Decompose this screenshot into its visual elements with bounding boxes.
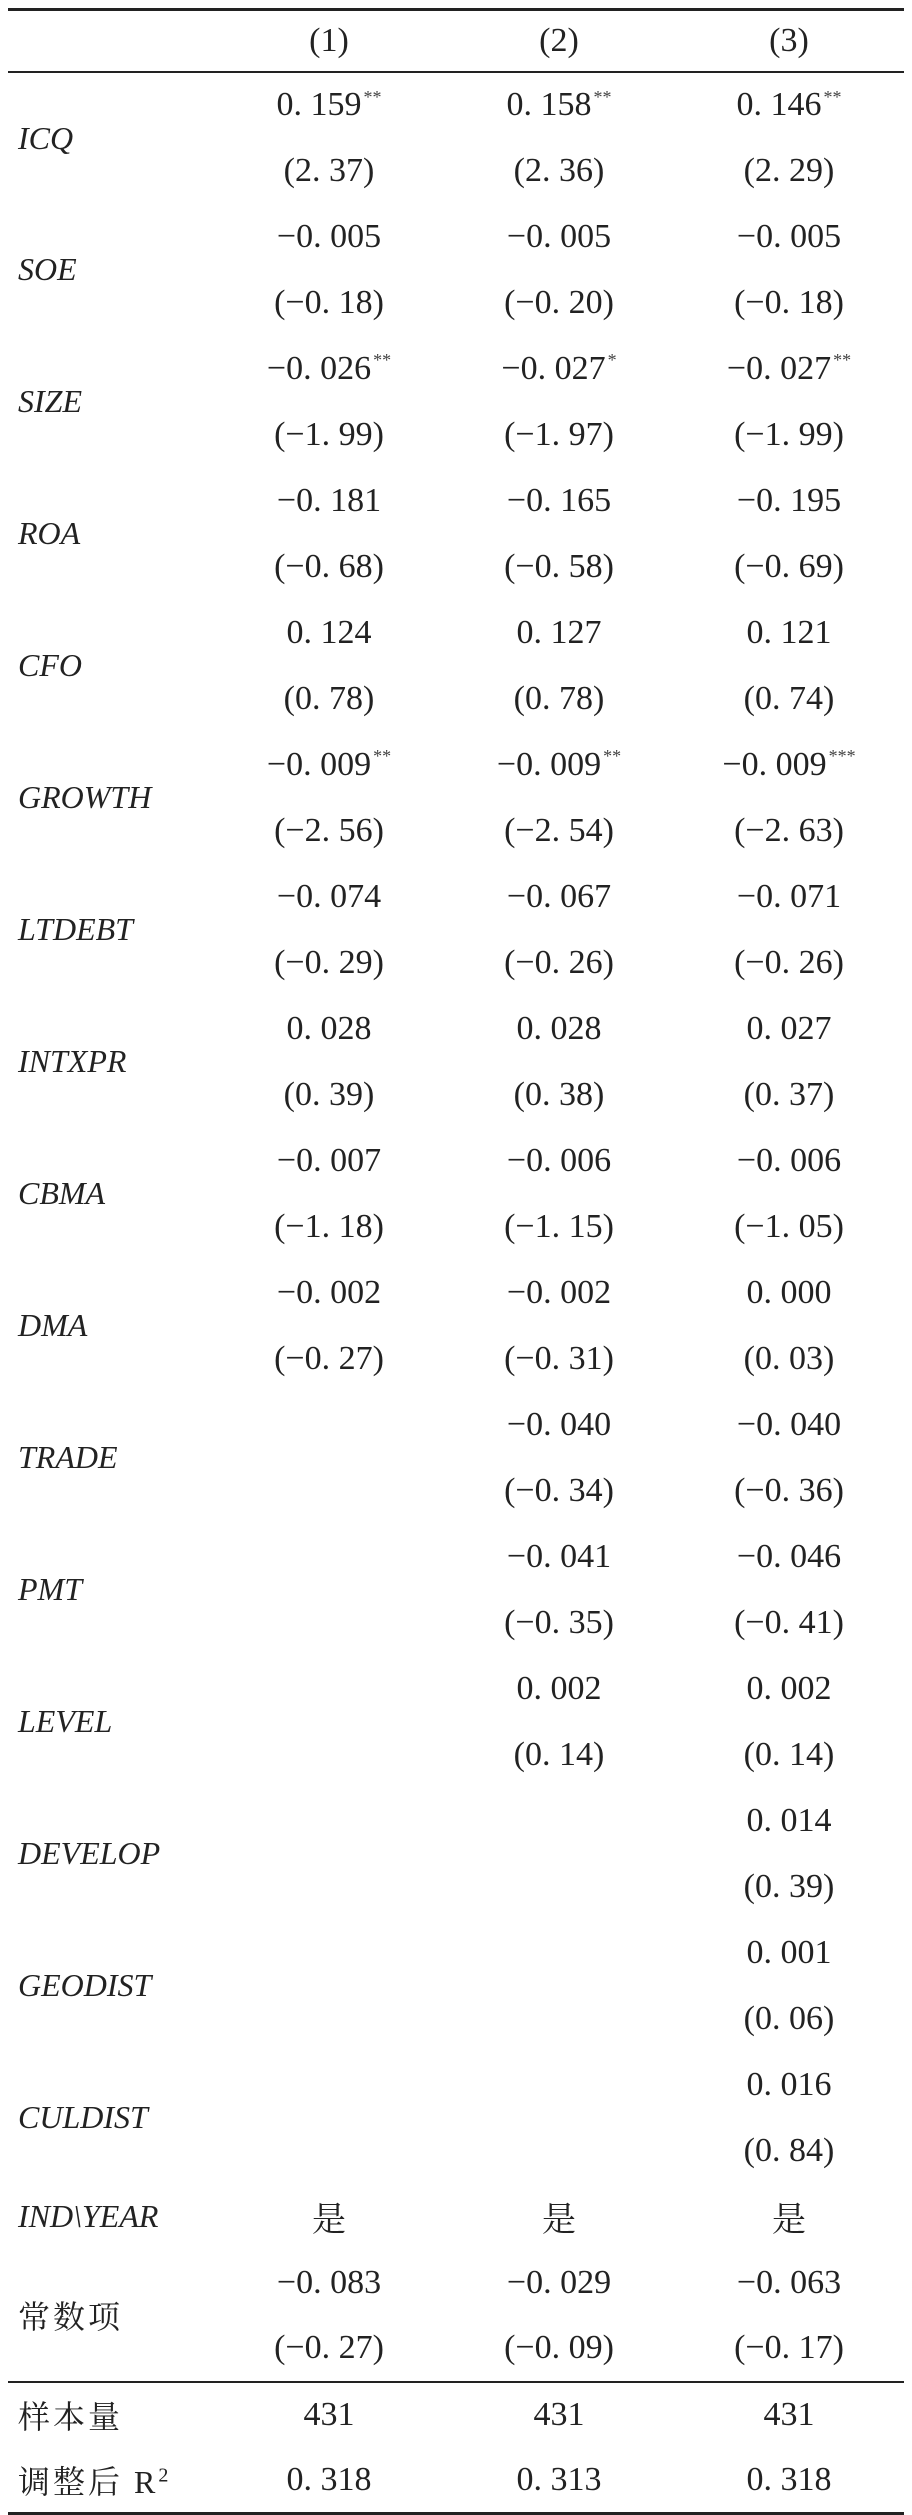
tstat-cell: (−0. 34) <box>504 1471 614 1509</box>
variable-name: CBMA <box>18 1175 106 1211</box>
coef-value: 0. 014 <box>746 1801 832 1839</box>
coef-cell <box>674 864 904 930</box>
variable-name: CULDIST <box>18 2099 148 2135</box>
tstat-cell: (0. 39) <box>283 1075 375 1113</box>
tstat-cell: (−0. 17) <box>734 2329 844 2366</box>
coef-value: 0. 002 <box>516 1669 602 1707</box>
coef-row <box>8 2052 904 2118</box>
tstat-cell: (−0. 35) <box>504 1603 614 1641</box>
coef-value: 0. 002 <box>746 1669 832 1707</box>
coef-value: −0. 195 <box>736 481 842 519</box>
variable-name: ROA <box>18 515 81 551</box>
tstat-cell: (−1. 15) <box>504 1207 614 1245</box>
tstat-cell: (0. 14) <box>513 1735 605 1773</box>
coef-cell <box>444 996 674 1062</box>
coef-cell <box>214 1524 444 1590</box>
coef-cell: −0. 083 <box>276 2263 382 2301</box>
sample-size-label: 样本量 <box>8 2382 214 2448</box>
tstat-cell: (−2. 56) <box>274 811 384 849</box>
tstat-cell <box>444 2118 674 2184</box>
coef-cell <box>214 732 444 798</box>
coef-cell <box>214 1656 444 1722</box>
coef-value: −0. 026 <box>266 349 372 387</box>
coef-row <box>8 996 904 1062</box>
significance-stars: ** <box>593 86 612 107</box>
variable-name: DMA <box>18 1307 88 1343</box>
coef-row <box>8 600 904 666</box>
coef-value: −0. 071 <box>736 877 842 915</box>
adj-r2-text: 调整后 R <box>18 2463 159 2500</box>
coef-cell <box>214 336 444 402</box>
header-row <box>8 10 904 72</box>
coef-cell <box>214 204 444 270</box>
coef-value: 0. 016 <box>746 2065 832 2103</box>
tstat-cell: (−2. 54) <box>504 811 614 849</box>
coef-cell <box>444 1788 674 1854</box>
tstat-cell: (0. 14) <box>743 1735 835 1773</box>
variable-name: IND\YEAR <box>18 2198 159 2234</box>
coef-value: 0. 146 <box>736 86 822 123</box>
coef-row <box>8 204 904 270</box>
adj-r2-row <box>8 2448 904 2514</box>
coef-row <box>8 1524 904 1590</box>
coef-cell <box>444 1260 674 1326</box>
coef-cell <box>674 600 904 666</box>
coef-value: −0. 181 <box>276 481 382 519</box>
coef-value: −0. 027 <box>726 349 832 387</box>
coef-cell <box>674 1656 904 1722</box>
coef-value: 0. 028 <box>516 1009 602 1047</box>
coef-value: −0. 009 <box>266 745 372 783</box>
tstat-cell <box>444 1854 674 1920</box>
adj-r2-cell: 0. 318 <box>214 2448 444 2514</box>
coef-cell <box>214 1920 444 1986</box>
coef-value: 0. 124 <box>286 613 372 651</box>
coef-value: 0. 159 <box>276 86 362 123</box>
tstat-cell <box>214 1854 444 1920</box>
tstat-cell <box>214 1458 444 1524</box>
coef-row <box>8 1128 904 1194</box>
coef-cell <box>674 2052 904 2118</box>
tstat-cell: (−0. 69) <box>734 547 844 585</box>
significance-stars: *** <box>828 746 856 767</box>
adj-r2-cell: 0. 313 <box>444 2448 674 2514</box>
sample-size-cell: 431 <box>444 2382 674 2448</box>
tstat-cell: (2. 36) <box>513 151 605 189</box>
tstat-cell: (−0. 36) <box>734 1471 844 1509</box>
tstat-cell <box>444 1986 674 2052</box>
tstat-cell: (−0. 41) <box>734 1603 844 1641</box>
coef-cell <box>674 1920 904 1986</box>
coef-value: −0. 006 <box>506 1141 612 1179</box>
coef-value: −0. 040 <box>506 1405 612 1443</box>
variable-name: ICQ <box>18 119 74 156</box>
coef-row <box>8 1920 904 1986</box>
coef-value: −0. 005 <box>276 217 382 255</box>
adj-r2-label <box>8 2448 214 2514</box>
coef-value: 0. 121 <box>746 613 832 651</box>
tstat-cell: (−1. 97) <box>504 415 614 453</box>
coef-value: 0. 127 <box>516 613 602 651</box>
coef-cell <box>674 1128 904 1194</box>
coef-row <box>8 1392 904 1458</box>
coef-cell <box>214 2052 444 2118</box>
tstat-cell: (−0. 29) <box>274 943 384 981</box>
coef-value: 0. 028 <box>286 1009 372 1047</box>
tstat-cell: (−0. 26) <box>734 943 844 981</box>
coef-cell <box>214 1788 444 1854</box>
coef-value: −0. 009 <box>722 745 827 783</box>
variable-name: DEVELOP <box>18 1835 161 1871</box>
variable-name: TRADE <box>18 1439 118 1475</box>
coef-row <box>8 1656 904 1722</box>
coef-row <box>8 1788 904 1854</box>
tstat-cell: (−0. 68) <box>274 547 384 585</box>
table-body <box>8 72 904 2514</box>
adj-r2-superscript: 2 <box>158 2464 172 2487</box>
sample-size-row <box>8 2382 904 2448</box>
significance-stars: * <box>607 350 617 371</box>
constant-coef-row <box>8 2250 904 2316</box>
tstat-cell: (0. 06) <box>743 1999 835 2037</box>
tstat-cell: (−0. 26) <box>504 943 614 981</box>
tstat-cell: (−1. 99) <box>274 415 384 453</box>
coef-cell <box>674 1788 904 1854</box>
tstat-cell: (−0. 09) <box>504 2329 614 2366</box>
sample-size-cell: 431 <box>214 2382 444 2448</box>
coef-value: 0. 158 <box>506 86 592 123</box>
header-model-3: (3) <box>674 10 904 72</box>
coef-cell <box>444 1392 674 1458</box>
coef-value: −0. 005 <box>506 217 612 255</box>
coef-value: −0. 007 <box>276 1141 382 1179</box>
tstat-cell: (−0. 27) <box>274 2329 384 2366</box>
coef-row <box>8 468 904 534</box>
coef-cell <box>444 1524 674 1590</box>
coef-cell: −0. 063 <box>736 2263 842 2301</box>
coef-cell <box>674 204 904 270</box>
variable-name: CFO <box>18 647 82 683</box>
variable-name: GEODIST <box>18 1967 152 2003</box>
tstat-cell: (−1. 99) <box>734 415 844 453</box>
coef-value: −0. 009 <box>496 745 602 783</box>
tstat-cell: (−1. 18) <box>274 1207 384 1245</box>
coef-value: −0. 006 <box>736 1141 842 1179</box>
tstat-cell: (−0. 18) <box>274 283 384 321</box>
fixed-effects-cell: 是 <box>312 2202 346 2239</box>
coef-value: −0. 041 <box>506 1537 612 1575</box>
tstat-cell: (−0. 58) <box>504 547 614 585</box>
variable-name: SOE <box>18 251 77 287</box>
significance-stars: ** <box>373 746 392 767</box>
coef-value: −0. 040 <box>736 1405 842 1443</box>
coef-cell <box>444 1656 674 1722</box>
coef-row <box>8 72 904 138</box>
variable-name: GROWTH <box>18 779 152 815</box>
coef-value: −0. 067 <box>506 877 612 915</box>
coef-value: 0. 000 <box>746 1273 832 1311</box>
coef-cell <box>214 600 444 666</box>
tstat-cell: (0. 84) <box>743 2131 835 2169</box>
tstat-cell: (0. 38) <box>513 1075 605 1113</box>
fixed-effects-cell: 是 <box>542 2202 576 2239</box>
coef-cell <box>674 1392 904 1458</box>
coef-cell <box>444 336 674 402</box>
significance-stars: ** <box>373 350 392 371</box>
tstat-cell <box>214 1986 444 2052</box>
coef-cell <box>444 1128 674 1194</box>
variable-name: INTXPR <box>18 1043 127 1079</box>
fixed-effects-row <box>8 2184 904 2250</box>
coef-cell <box>444 1920 674 1986</box>
coef-cell: −0. 029 <box>506 2263 612 2301</box>
tstat-cell: (−1. 05) <box>734 1207 844 1245</box>
coef-value: 0. 027 <box>746 1009 832 1047</box>
coef-cell <box>674 72 904 138</box>
tstat-cell: (−0. 31) <box>504 1339 614 1377</box>
coef-cell <box>214 1392 444 1458</box>
coef-value: −0. 002 <box>276 1273 382 1311</box>
tstat-cell: (0. 78) <box>513 679 605 717</box>
variable-name: PMT <box>18 1571 82 1607</box>
tstat-cell <box>214 2118 444 2184</box>
coef-cell <box>214 468 444 534</box>
coef-cell <box>674 468 904 534</box>
tstat-cell: (0. 39) <box>743 1867 835 1905</box>
constant-label: 常数项 <box>18 2299 124 2335</box>
tstat-cell: (0. 78) <box>283 679 375 717</box>
coef-cell <box>444 600 674 666</box>
header-model-2: (2) <box>444 10 674 72</box>
tstat-cell: (2. 29) <box>743 151 835 189</box>
coef-value: −0. 046 <box>736 1537 842 1575</box>
significance-stars: ** <box>833 350 852 371</box>
coef-cell <box>444 204 674 270</box>
tstat-cell: (0. 74) <box>743 679 835 717</box>
coef-cell <box>674 996 904 1062</box>
coef-cell <box>214 996 444 1062</box>
coef-cell <box>674 1260 904 1326</box>
regression-table <box>8 8 904 2515</box>
coef-cell <box>444 468 674 534</box>
tstat-cell: (−0. 20) <box>504 283 614 321</box>
sample-size-cell: 431 <box>674 2382 904 2448</box>
fixed-effects-cell: 是 <box>772 2202 806 2239</box>
coef-row <box>8 732 904 798</box>
tstat-cell: (−2. 63) <box>734 811 844 849</box>
tstat-cell <box>214 1722 444 1788</box>
coef-cell <box>214 1260 444 1326</box>
coef-cell <box>214 1128 444 1194</box>
coef-cell <box>444 72 674 138</box>
tstat-cell: (2. 37) <box>283 151 375 189</box>
header-variable-cell <box>8 10 214 72</box>
coef-value: −0. 165 <box>506 481 612 519</box>
coef-value: −0. 074 <box>276 877 382 915</box>
tstat-cell: (0. 03) <box>743 1339 835 1377</box>
adj-r2-cell: 0. 318 <box>674 2448 904 2514</box>
variable-name: LTDEBT <box>18 911 133 947</box>
variable-name: LEVEL <box>18 1703 113 1739</box>
coef-row <box>8 1260 904 1326</box>
tstat-cell: (−0. 18) <box>734 283 844 321</box>
significance-stars: ** <box>363 86 382 107</box>
tstat-cell <box>214 1590 444 1656</box>
coef-cell <box>214 864 444 930</box>
coef-row <box>8 336 904 402</box>
coef-value: −0. 005 <box>736 217 842 255</box>
coef-cell <box>444 2052 674 2118</box>
tstat-cell: (0. 37) <box>743 1075 835 1113</box>
coef-cell <box>674 336 904 402</box>
coef-cell <box>214 72 444 138</box>
coef-cell <box>444 864 674 930</box>
significance-stars: ** <box>603 746 622 767</box>
coef-value: 0. 001 <box>746 1933 832 1971</box>
coef-value: −0. 027 <box>501 349 606 387</box>
variable-name: SIZE <box>18 383 82 419</box>
coef-value: −0. 002 <box>506 1273 612 1311</box>
tstat-cell: (−0. 27) <box>274 1339 384 1377</box>
significance-stars: ** <box>823 86 842 107</box>
coef-cell <box>444 732 674 798</box>
coef-cell <box>674 732 904 798</box>
coef-row <box>8 864 904 930</box>
header-model-1: (1) <box>214 10 444 72</box>
coef-cell <box>674 1524 904 1590</box>
